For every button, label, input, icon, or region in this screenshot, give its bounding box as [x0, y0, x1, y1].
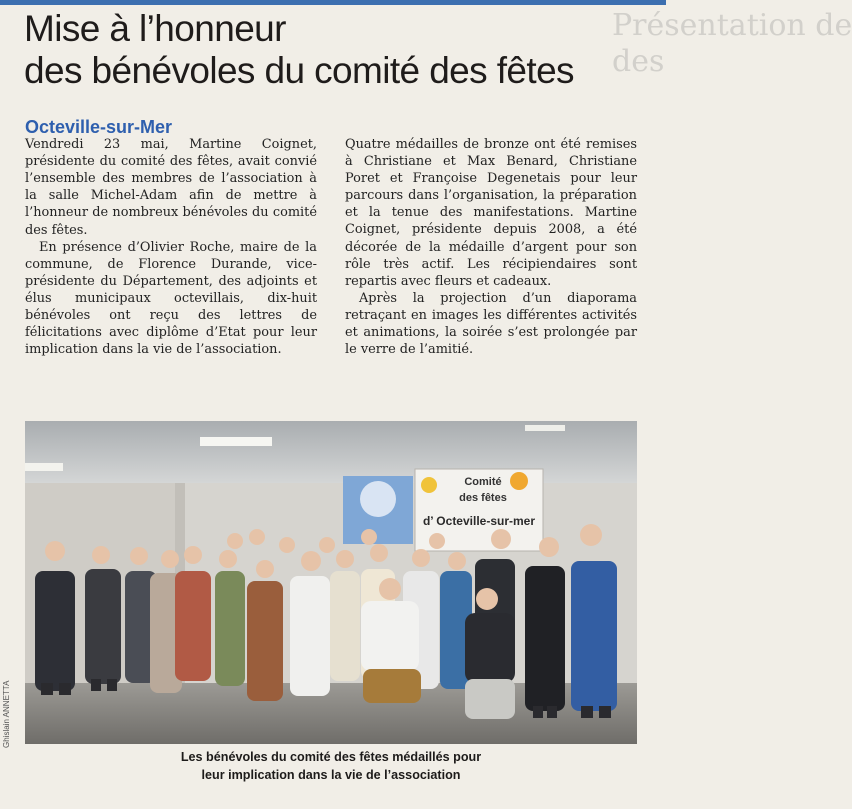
dateline: Octeville-sur-Mer	[25, 117, 173, 137]
caption-line-1: Les bénévoles du comité des fêtes médaillés pour	[180, 750, 482, 764]
top-color-bar	[0, 0, 666, 5]
photo-caption	[25, 748, 637, 784]
ceiling-light	[25, 463, 63, 471]
article-column-left	[25, 119, 317, 358]
paragraph: Après la projection d’un diaporama retraçant en images les différentes activités et animations, la soirée s’est prolongée par le verre de l’amitié.	[345, 290, 637, 358]
ceiling-light	[525, 425, 565, 431]
paragraph: En présence d’Olivier Roche, maire de la commune, de Florence Durande, vice-présidente du Département, des adjoints et élus municipaux octevillais, dix-huit bénévoles ont reçu des lettres de félicitations avec diplôme d’Etat pour leur implication dans la vie de l’association.	[25, 239, 317, 358]
article-column-right	[345, 136, 637, 358]
banner-text: des fêtes	[459, 492, 507, 504]
paragraph: Vendredi 23 mai, Martine Coignet, présidente du comité des fêtes, avait convié l’ensemble des membres de l’association à la salle Michel-Adam afin de mettre à l’honneur de nombreux bénévoles du comité des fêtes.	[25, 137, 317, 238]
headline	[24, 8, 604, 92]
ceiling-light	[200, 437, 272, 446]
headline-line-2: des bénévoles du comité des fêtes	[24, 50, 574, 91]
caption-line-2: leur implication dans la vie de l’association	[201, 768, 461, 782]
group-photo-image	[25, 421, 637, 744]
banner-text: d’ Octeville-sur-mer	[422, 514, 536, 528]
photo-credit: Ghislain ANNETTA	[2, 680, 11, 748]
headline-line-1: Mise à l’honneur	[24, 8, 286, 49]
banner-text: Comité	[464, 476, 502, 488]
bleed-through-text: Présentation de des	[612, 8, 852, 79]
group-photo	[25, 421, 637, 744]
paragraph: Quatre médailles de bronze ont été remises à Christiane et Max Benard, Christiane Poret et Françoise Degenetais pour leur parcours dans l’organisation, la préparation et la tenue des manifestations. Martine Coignet, présidente depuis 2008, a été décorée de la médaille d’argent pour son rôle très actif. Les récipiendaires sont repartis avec fleurs et cadeaux.	[345, 137, 637, 289]
